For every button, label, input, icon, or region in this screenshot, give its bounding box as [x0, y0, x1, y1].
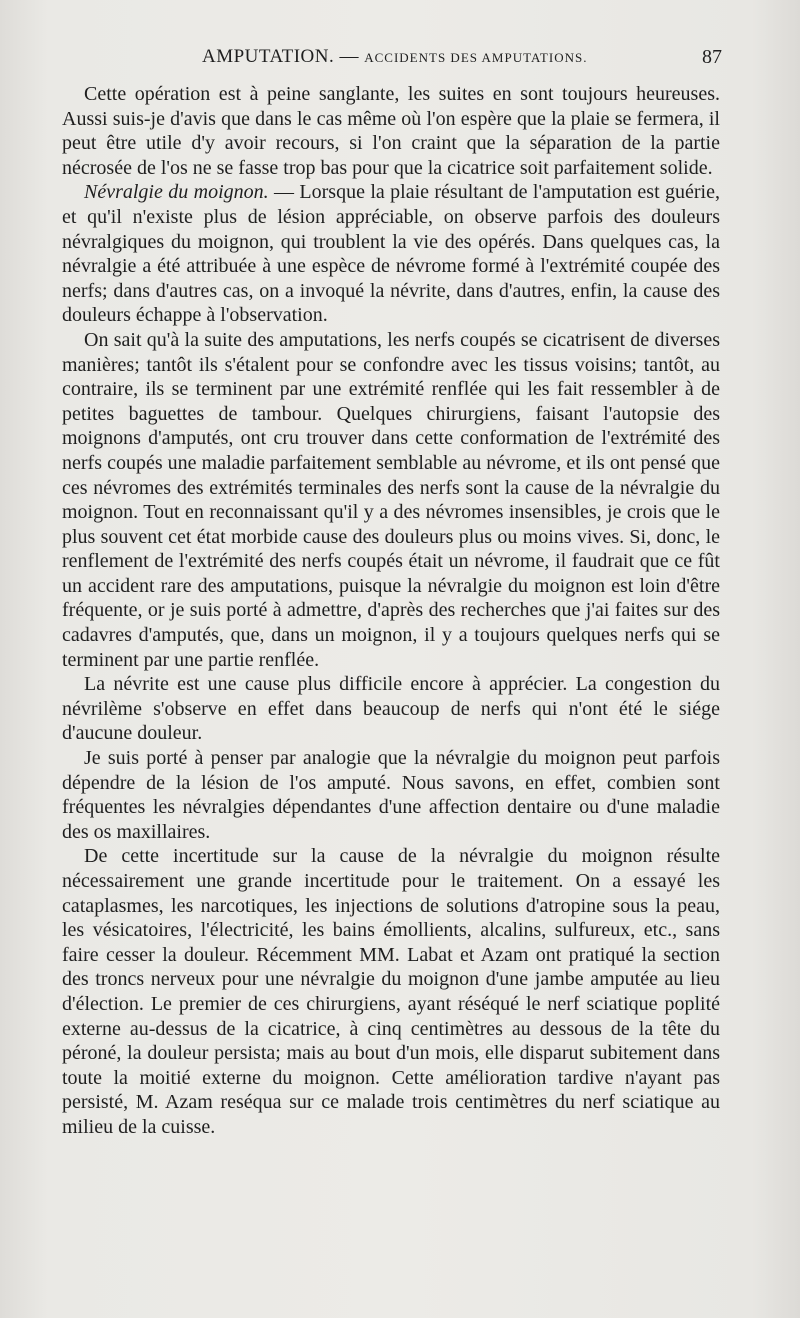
- paragraph-2: [62, 180, 720, 328]
- paragraph-6: [62, 844, 720, 1139]
- paragraph-4: [62, 672, 720, 746]
- paragraph-2-text: — Lorsque la plaie résultant de l'amputation est guérie, et qu'il n'existe plus de lésion appréciable, on observe parfois des douleurs névralgiques du moignon, qui troublent la vie des opérés. Dans quelques cas, la névralgie a été attribuée à une espèce de névrome formé à l'extrémité coupée des nerfs; dans d'autres cas, on a invoqué la névrite, dans d'autres, enfin, la cause des douleurs échappe à l'observation.: [62, 181, 720, 327]
- paragraph-1: [62, 82, 720, 180]
- paragraph-6-text: De cette incertitude sur la cause de la névralgie du moignon résulte nécessairement une grande incertitude pour le traitement. On a essayé les cataplasmes, les narcotiques, les injections de solutions d'atropine sous la peau, les vésicatoires, l'électricité, les bains émollients, alcalins, sulfureux, etc., sans faire cesser la douleur. Récemment MM. Labat et Azam ont pratiqué la section des troncs nerveux pour une névralgie du moignon d'une jambe amputée au lieu d'élection. Le premier de ces chirurgiens, ayant réséqué le nerf sciatique poplité externe au-dessus de la cicatrice, à cinq centimètres au dessous de la tête du péroné, la douleur persista; mais au bout d'un mois, elle disparut subitement dans toute la moitié externe du moignon. Cette amélioration tardive n'ayant pas persisté, M. Azam reséqua sur ce malade trois centimètres du nerf sciatique au milieu de la cuisse.: [62, 845, 720, 1138]
- paragraph-4-text: La névrite est une cause plus difficile encore à apprécier. La congestion du névrilème s'observe en effet dans beaucoup de nerfs qui n'ont été le siége d'aucune douleur.: [62, 673, 720, 745]
- page-number: 87: [702, 46, 722, 68]
- running-header: [62, 46, 722, 74]
- running-subtitle: ACCIDENTS DES AMPUTATIONS.: [364, 50, 588, 65]
- paragraph-5: [62, 746, 720, 844]
- page-body: [62, 82, 720, 1140]
- paragraph-3: [62, 328, 720, 672]
- paragraph-1-text: Cette opération est à peine sanglante, les suites en sont toujours heureuses. Aussi suis-je d'avis que dans le cas même où l'on espère que la plaie se fermera, il peut être utile d'y avoir recours, si l'on craint que la séparation de la partie nécrosée de l'os ne se fasse trop bas pour que la cicatrice soit parfaitement solide.: [62, 83, 720, 179]
- running-title: [202, 46, 587, 68]
- section-heading: Névralgie du moignon.: [84, 181, 269, 204]
- paragraph-3-text: On sait qu'à la suite des amputations, les nerfs coupés se cicatrisent de diverses manières; tantôt ils s'étalent pour se confondre avec les tissus voisins; tantôt, au contraire, ils se terminent par une extrémité renflée qui les fait ressembler à de petites baguettes de tambour. Quelques chirurgiens, faisant l'autopsie des moignons d'amputés, ont cru trouver dans cette conformation de l'extrémité des nerfs coupés une maladie parfaitement semblable au névrome, et ils ont pensé que ces névromes des extrémités terminales des nerfs sont la cause de la névralgie du moignon. Tout en reconnaissant qu'il y a des névromes insensibles, je crois que le plus souvent cet état morbide cause des douleurs plus ou moins vives. Si, donc, le renflement de l'extrémité des nerfs coupés était un névrome, il faudrait que ce fût un accident rare des amputations, puisque la névralgie du moignon est loin d'être fréquente, or je suis porté à admettre, d'après des recherches que j'ai faites sur des cadavres d'amputés, que, dans un moignon, il y a toujours quelques nerfs qui se terminent par une partie renflée.: [62, 328, 720, 671]
- running-title-main: AMPUTATION. —: [202, 46, 359, 67]
- paragraph-5-text: Je suis porté à penser par analogie que la névralgie du moignon peut parfois dépendre de la lésion de l'os amputé. Nous savons, en effet, combien sont fréquentes les névralgies dépendantes d'une affection dentaire ou d'une maladie des os maxillaires.: [62, 747, 720, 843]
